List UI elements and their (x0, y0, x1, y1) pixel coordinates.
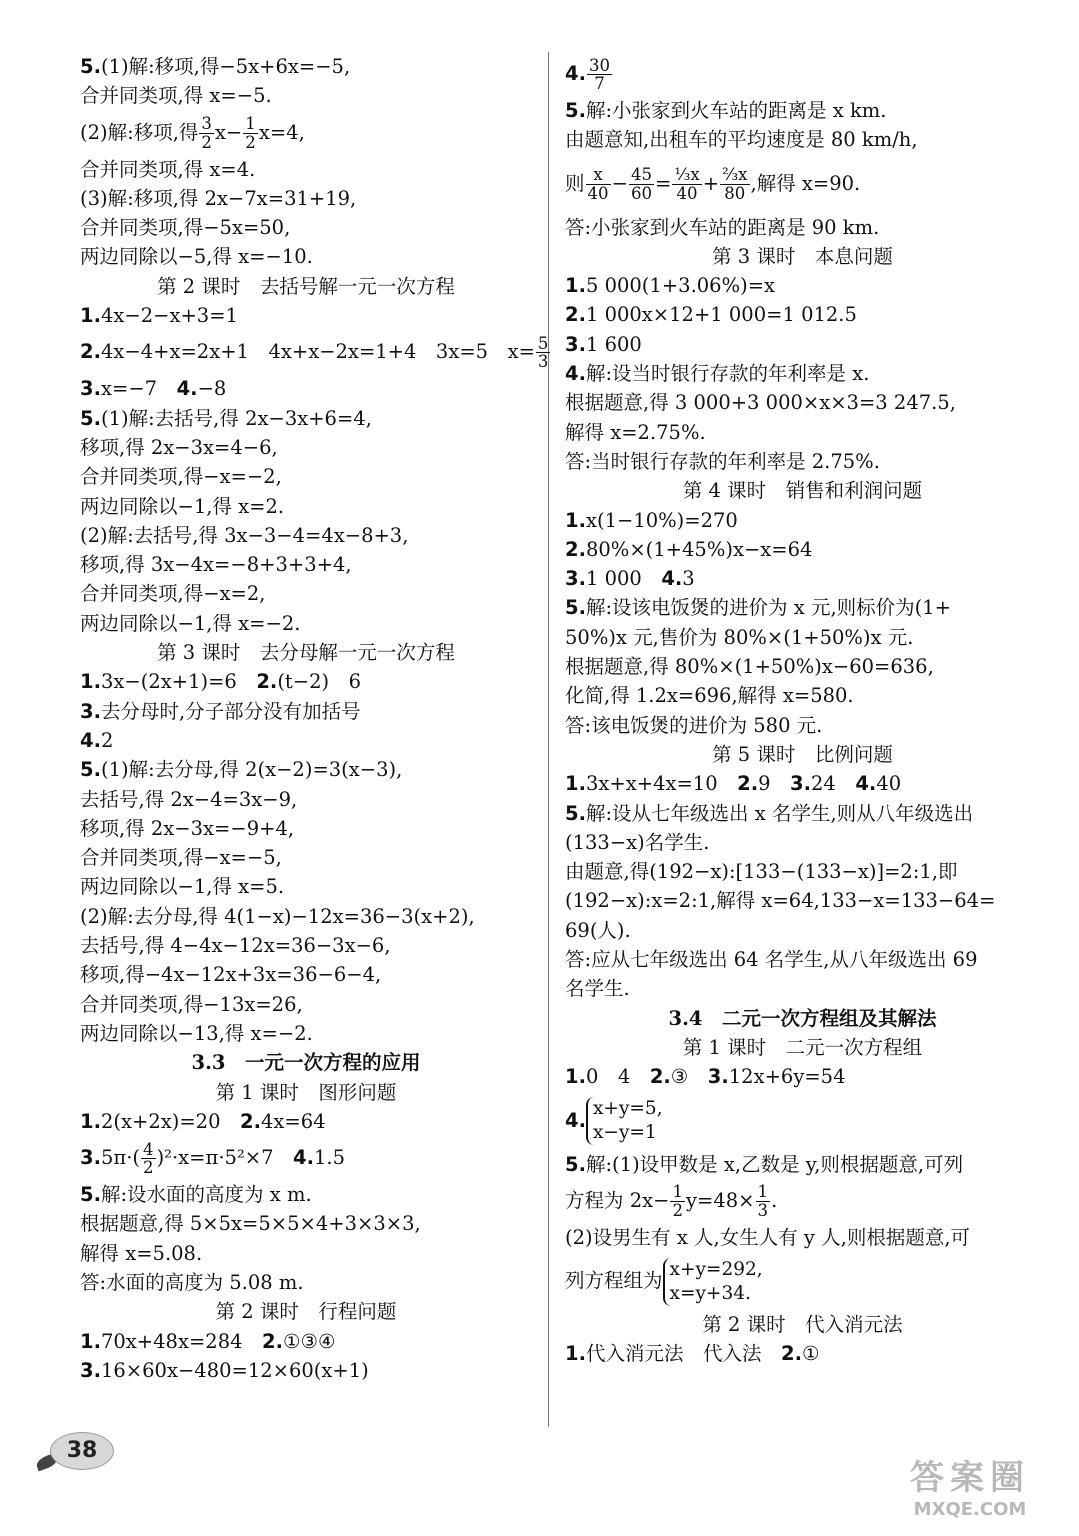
answer-line: 5.解:(1)设甲数是 x,乙数是 y,则根据题意,可列 (565, 1152, 964, 1176)
answer-line: 50%)x 元,售价为 80%×(1+50%)x 元. (565, 625, 914, 649)
fraction: $\frac{4}{2}$ (143, 1139, 154, 1178)
fraction: $\frac{x}{40}$ (587, 165, 609, 203)
answer-line: (2)解:移项,得 $\frac{3}{2}$ x− $\frac{1}{2}$ x=4, (80, 114, 305, 152)
answer-line: 3.16×60x−480=12×60(x+1) (80, 1358, 369, 1382)
answer-line: 1.0 4 2.③ 3.12x+6y=54 (565, 1065, 846, 1089)
answer-line: (2)解:去括号,得 3x−3−4=4x−8+3, (80, 523, 409, 547)
answer-line: 4. $\frac{30}{7}$ (565, 55, 611, 93)
lesson-heading: 第 2 课时 行程问题 (215, 1300, 397, 1324)
answer-line: 两边同除以−5,得 x=−10. (80, 245, 313, 269)
answer-line: 根据题意,得 5×5x=5×5×4+3×3×3, (80, 1212, 421, 1236)
lesson-heading: 第 2 课时 代入消元法 (702, 1313, 903, 1337)
page-number: 38 (50, 1432, 114, 1470)
answer-line: 1.3x−(2x+1)=6 2.(t−2) 6 (80, 670, 362, 694)
answer-line: 2.80%×(1+45%)x−x=64 (565, 537, 813, 561)
answer-line: 2.4x−4+x=2x+1 4x+x−2x=1+4 3x=5 x= $\frac{5}{3}$ (80, 333, 549, 372)
answer-line: (3)解:移项,得 2x−7x=31+19, (80, 186, 357, 210)
answer-line: 由题意,得(192−x):[133−(133−x)]=2:1,即 (565, 860, 958, 884)
answer-line: 答:水面的高度为 5.08 m. (80, 1270, 304, 1294)
answer-line: 合并同类项,得 x=4. (80, 157, 256, 181)
answer-line: 3.x=−7 4.−8 (80, 377, 227, 401)
answer-line: 根据题意,得 3 000+3 000×x×3=3 247.5, (565, 391, 956, 415)
answer-line: 2.1 000x×12+1 000=1 012.5 (565, 303, 857, 327)
answer-line: 两边同除以−1,得 x=2. (80, 494, 285, 518)
answer-line: (2)解:去分母,得 4(1−x)−12x=36−3(x+2), (80, 904, 475, 928)
answer-line: 答:应从七年级选出 64 名学生,从八年级选出 69 (565, 948, 978, 972)
lesson-heading: 第 1 课时 图形问题 (215, 1080, 397, 1104)
answer-line: 两边同除以−1,得 x=5. (80, 875, 285, 899)
answer-line: 5.解:设该电饭煲的进价为 x 元,则标价为(1+ (565, 596, 952, 620)
fraction: $\frac{30}{7}$ (588, 55, 611, 93)
equation-system: x+y=292, x=y+34. (663, 1258, 763, 1306)
fraction: $\frac{45}{60}$ (630, 165, 653, 203)
answer-line: 两边同除以−1,得 x=−2. (80, 611, 301, 635)
answer-line: 去括号,得 4−4x−12x=36−3x−6, (80, 934, 391, 958)
lesson-heading: 第 1 课时 二元一次方程组 (682, 1035, 923, 1059)
watermark-logo-text: 答案圈 (910, 1458, 1030, 1498)
answer-line: 合并同类项,得−5x=50, (80, 216, 291, 240)
answer-line: 3.去分母时,分子部分没有加括号 (80, 699, 361, 723)
answer-line: 移项,得 2x−3x=4−6, (80, 435, 278, 459)
answer-line: 则 $\frac{x}{40}$ − $\frac{45}{60}$ = $\frac{\text{⅓x}}{40}$ + $\frac{\text{⅔x}}{80}$ ,解得 x=90. (565, 165, 861, 203)
answer-line: 去括号,得 2x−4=3x−9, (80, 787, 298, 811)
answer-line: 答:当时银行存款的年利率是 2.75%. (565, 449, 880, 473)
answer-line: 1.70x+48x=284 2.①③④ (80, 1329, 336, 1353)
answer-line: 1.3x+x+4x=10 2.9 3.24 4.40 (565, 772, 902, 796)
answer-line: 列方程组为 x+y=292, x=y+34. (565, 1252, 1040, 1310)
answer-line: 名学生. (565, 977, 630, 1001)
answer-line: 5.解:小张家到火车站的距离是 x km. (565, 99, 887, 122)
answer-line: 根据题意,得 80%×(1+50%)x−60=636, (565, 655, 934, 679)
lesson-heading: 第 2 课时 去括号解一元一次方程 (157, 274, 455, 298)
left-column (80, 52, 549, 1385)
fraction: $\frac{1}{2}$ (245, 114, 256, 152)
answer-line: 5.(1)解:去分母,得 2(x−2)=3(x−3), (80, 758, 403, 782)
answer-line: 合并同类项,得−x=−5, (80, 846, 282, 870)
lesson-heading: 第 3 课时 本息问题 (712, 244, 893, 268)
watermark (880, 1458, 1060, 1528)
answer-line: 答:该电饭煲的进价为 580 元. (565, 713, 823, 737)
answer-line: 3.1 600 (565, 332, 642, 356)
fraction: $\frac{1}{3}$ (757, 1182, 769, 1220)
fraction: $\frac{5}{3}$ (537, 333, 549, 372)
answer-line: 1.x(1−10%)=270 (565, 508, 738, 532)
answer-line: 移项,得 2x−3x=−9+4, (80, 816, 295, 840)
answer-line: 1.5 000(1+3.06%)=x (565, 274, 776, 298)
fraction: $\frac{1}{2}$ (672, 1182, 683, 1220)
answer-line: (133−x)名学生. (565, 830, 710, 854)
answer-line: 化简,得 1.2x=696,解得 x=580. (565, 684, 854, 708)
equation-system: x+y=5, x−y=1 (586, 1097, 663, 1145)
lesson-heading: 第 4 课时 销售和利润问题 (682, 479, 923, 503)
lesson-heading: 第 3 课时 去分母解一元一次方程 (157, 641, 455, 665)
answer-line: 合并同类项,得−13x=26, (80, 992, 303, 1016)
answer-line: (2)设男生有 x 人,女生人有 y 人,则根据题意,可 (565, 1225, 971, 1249)
answer-line: 4.解:设当时银行存款的年利率是 x. (565, 362, 870, 386)
section-heading: 3.3 一元一次方程的应用 (191, 1051, 421, 1075)
right-column (565, 52, 1040, 1369)
answer-line: 解得 x=2.75%. (565, 420, 706, 444)
watermark-url: MXQE.COM (913, 1499, 1027, 1520)
answer-line: 解得 x=5.08. (80, 1241, 203, 1265)
lesson-heading: 第 5 课时 比例问题 (712, 742, 893, 766)
answer-line: 两边同除以−13,得 x=−2. (80, 1021, 313, 1045)
answer-line: 1.2(x+2x)=20 2.4x=64 (80, 1109, 326, 1133)
fraction: $\frac{\text{⅔x}}{80}$ (722, 165, 748, 203)
answer-line: 合并同类项,得 x=−5. (80, 84, 272, 108)
answer-line: 5.解:设水面的高度为 x m. (80, 1183, 312, 1207)
section-heading: 3.4 二元一次方程组及其解法 (668, 1006, 937, 1030)
column-divider (548, 52, 549, 1427)
fraction: $\frac{3}{2}$ (201, 114, 212, 152)
answer-line: 69(人). (565, 918, 631, 942)
answer-line: 方程为 2x− $\frac{1}{2}$ y=48× $\frac{1}{3}$ . (565, 1182, 778, 1220)
answer-line: 5.解:设从七年级选出 x 名学生,则从八年级选出 (565, 801, 974, 825)
answer-line: 1.4x−2−x+3=1 (80, 304, 238, 328)
answer-line: 合并同类项,得−x=−2, (80, 465, 282, 489)
fraction: $\frac{\text{⅓x}}{40}$ (674, 165, 700, 203)
answer-line: 移项,得−4x−12x+3x=36−6−4, (80, 963, 382, 987)
answer-line: 移项,得 3x−4x=−8+3+3+4, (80, 553, 352, 577)
answer-line: 答:小张家到火车站的距离是 90 km. (565, 215, 880, 239)
answer-line: 4.2 (80, 728, 114, 752)
answer-line: 由题意知,出租车的平均速度是 80 km/h, (565, 128, 918, 152)
answer-line: 1.代入消元法 代入法 2.① (565, 1342, 820, 1366)
answer-line: 4. x+y=5, x−y=1 (565, 1092, 1040, 1150)
answer-line: (192−x):x=2:1,解得 x=64,133−x=133−64= (565, 889, 996, 913)
answer-line: 5.(1)解:移项,得−5x+6x=−5, (80, 55, 351, 78)
answer-line: 合并同类项,得−x=2, (80, 582, 266, 606)
answer-line: 3.5π·( $\frac{4}{2}$ )²·x=π·5²×7 4.1.5 (80, 1139, 346, 1178)
answer-line: 5.(1)解:去括号,得 2x−3x+6=4, (80, 406, 372, 430)
answer-line: 3.1 000 4.3 (565, 567, 695, 591)
